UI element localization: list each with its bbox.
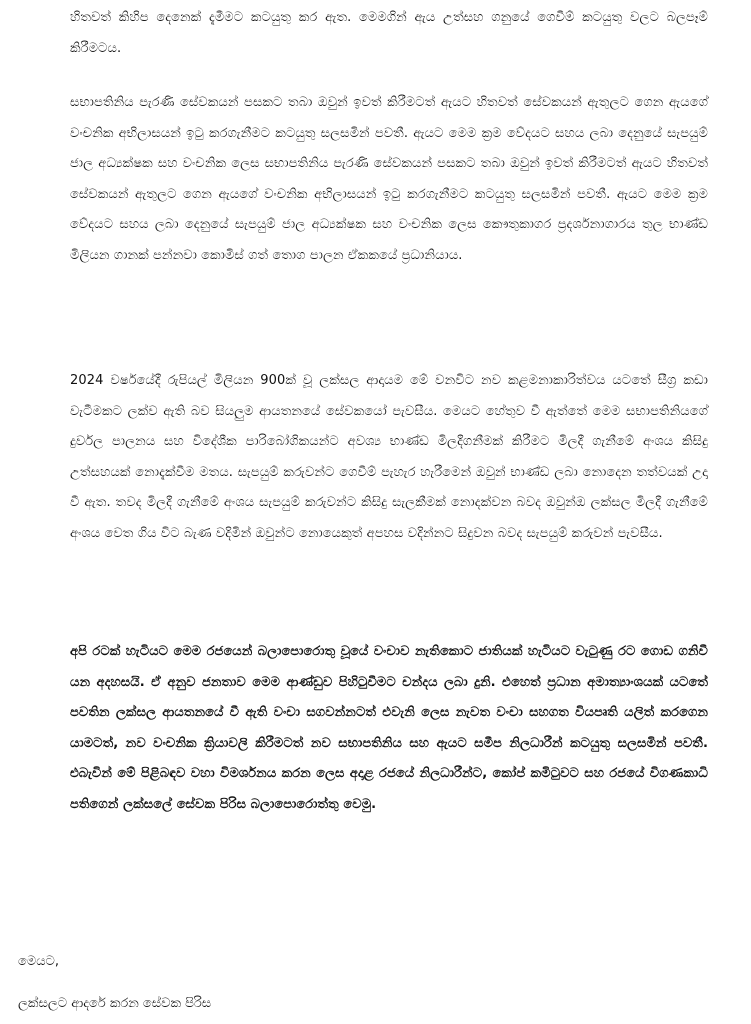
paragraph-investigation-request: අපි රටක් හැටියට මෙම රජයෙන් බලාපොරොතු වූයේ වංචාව නැතිකොට ජාතියක් හැටියට වැටුණු රට ගොඩ ගනිවී යන අදහසයි. ඒ අනුව ජනතාව මෙම ආණ්ඩුව පිහිටුවීමට චන්දය ලබා දුනි. එහෙත් ප්‍රධාන අමාත්‍යාංශයක් යටතේ පවතින ලක්සල ආයතනයේ වී ඇති වංචා සගවන්නටත් එවැනි ලෙස නැවත වංචා සහගත වියපෘති යලිත් කරගෙන යාමටත්, නව වංචනික ක්‍රියාවලි කිරීමටත් නව සභාපතිනිය සහ ඇයට සමීප නිලධාරීන් කටයුතු සලසමින් පවතී. එබැවින් මේ පිළිබඳව වහා විමර්ශනය කරන ලෙස අදාළ රජයේ නිලධාරීන්ට, කෝප් කමිටුවට සහ රජයේ විගණකාධි පතිගෙන් ලක්සලේ සේවක පිරිස බලාපොරොත්තු වෙමු. [70, 644, 708, 812]
paragraph-revenue-decline: 2024 වර්ෂයේදී රුපියල් මිලියන 900ක් වූ ලක්සල ආදායම මේ වනවිට නව කළමනාකාරිත්වය යටතේ සීග්‍ර කඩා වැටීමකට ලක්ව ඇති බව සියලුම ආයතනයේ සේවකයෝ පැවසීය. මෙයට හේතුව වී ඇත්තේ මෙම සභාපතිනියගේ දුර්වල පාලනය සහ විදේශීක පාරිබෝගිකයන්ට අවශ්‍ය භාණ්ඩ මිලදීගනීමක් කිරීමට මිලදී ගැනීමේ අංශය කිසිදු උත්සහයක් නොදැක්වීම මතය. සැපයුම් කරුවන්ට ගෙවීම් පැහැර හැරීමෙන් ඔවුන් භාණ්ඩ ලබා නොදෙන තත්වයක් උදා වී ඇත. තවද මිලදී ගැනීමේ අංශය සැපයුම් කරුවන්ට කිසිදු සැලකීමක් නොදක්වන බවද ඔවුන්ඔ ලක්සල මිලදී ගැනීමේ අංශය වෙත ගිය විට බැණ වදිමින් ඔවුන්ට නොයෙකුත් අපහස වදින්නට සිදුවන බවද සැපයුම් කරුවන් පැවසීය. [70, 373, 708, 541]
paragraph-payments: හිතවත් කිහිප දෙනෙක් දැමීමට කටයුතු කර ඇත. මෙමගින් ඇය උත්සහ ගනුයේ ගෙවීම් කටයුතු වලට බලපෑම් කිරීමටය. [70, 10, 708, 56]
closing-signature: ලක්සලට ආදරේ කරන සේවක පිරිස [18, 996, 212, 1011]
paragraph-chairperson-staff: සභාපතිනිය පැරණි සේවකයන් පසකට තබා ඔවුන් ඉවත් කිරීමටත් ඇයට හිතවත් සේවකයන් ඇතුලට ගෙන ඇයගේ වංචනික අභිලාසයන් ඉටු කරගැනීමට කටයුතු සලසමින් පවතී. ඇයට මෙම ක්‍රම වේදයට සහය ලබා දෙනුයේ සැපයුම් ජාල අධ්‍යක්ෂක සහ වංචනික ලෙස සභාපතිනිය පැරණි සේවකයන් පසකට තබා ඔවුන් ඉවත් කිරීමටත් ඇයට හිතවත් සේවකයන් ඇතුලට ගෙන ඇයගේ වංචනික අභිලාසයන් ඉටු කරගැනීමට කටයුතු සලසමින් පවතී. ඇයට මෙම ක්‍රම වේදයට සහය ලබා දෙනුයේ සැපයුම් ජාල අධ්‍යක්ෂක සහ වංචනික ලෙස කෞතුකාගර ප්‍රදර්ශනාගාරය තුල භාණ්ඩ මිලියන ගානක් පන්නවා කොමිස් ගත් තොග පාලන ඒකකයේ ප්‍රධානියාය. [70, 95, 708, 263]
closing-salutation: මෙයට, [18, 954, 60, 969]
